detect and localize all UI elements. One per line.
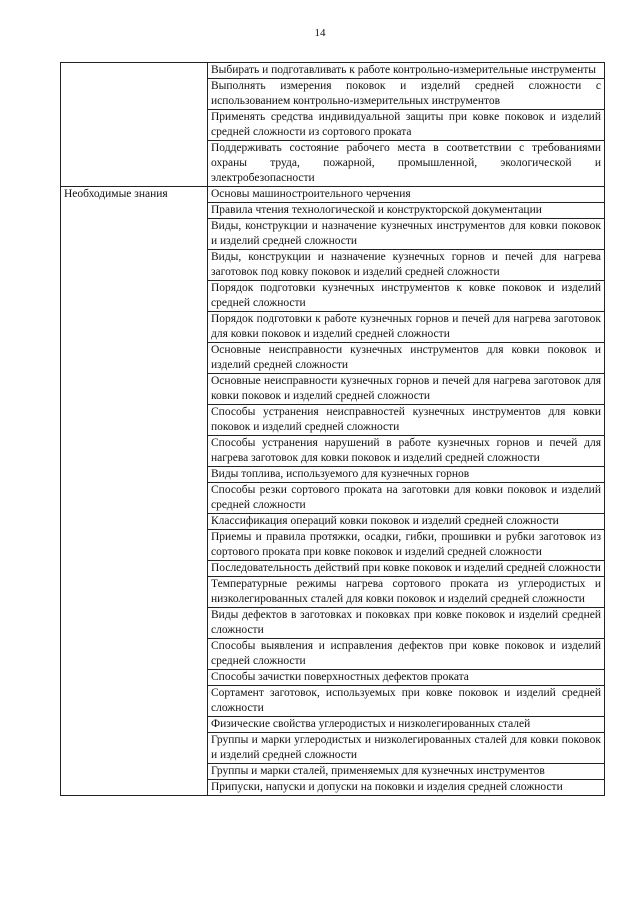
knowledge-row-text: Виды, конструкции и назначение кузнечных инструментов для ковки поковок и изделий средней сложности	[208, 219, 605, 250]
knowledge-row-text: Группы и марки сталей, применяемых для кузнечных инструментов	[208, 764, 605, 780]
skills-row-text: Применять средства индивидуальной защиты при ковке поковок и изделий средней сложности из сортового проката	[208, 110, 605, 141]
knowledge-row-text: Основные неисправности кузнечных инструментов для ковки поковок и изделий средней сложности	[208, 343, 605, 374]
requirements-table-body	[61, 63, 605, 796]
knowledge-row-text: Основные неисправности кузнечных горнов и печей для нагрева заготовок для ковки поковок и изделий средней сложности	[208, 374, 605, 405]
knowledge-row-text: Последовательность действий при ковке поковок и изделий средней сложности	[208, 561, 605, 577]
knowledge-row-text: Способы устранения нарушений в работе кузнечных горнов и печей для нагрева заготовок для ковки поковок и изделий средней сложности	[208, 436, 605, 467]
page-number: 14	[314, 27, 326, 39]
requirements-table	[60, 62, 605, 796]
skills-row-text: Выбирать и подготавливать к работе контрольно-измерительные инструменты	[208, 63, 605, 79]
knowledge-row-text: Способы резки сортового проката на заготовки для ковки поковок и изделий средней сложности	[208, 483, 605, 514]
knowledge-row-text: Порядок подготовки кузнечных инструментов к ковке поковок и изделий средней сложности	[208, 281, 605, 312]
knowledge-row-text: Основы машиностроительного черчения	[208, 187, 605, 203]
knowledge-row-text: Способы выявления и исправления дефектов при ковке поковок и изделий средней сложности	[208, 639, 605, 670]
knowledge-row-text: Правила чтения технологической и конструкторской документации	[208, 203, 605, 219]
knowledge-row-text: Способы устранения неисправностей кузнечных инструментов для ковки поковок и изделий средней сложности	[208, 405, 605, 436]
knowledge-row-text: Сортамент заготовок, используемых при ковке поковок и изделий средней сложности	[208, 686, 605, 717]
skills-row-text: Поддерживать состояние рабочего места в соответствии с требованиями охраны труда, пожарной, промышленной, экологической и электробезопасности	[208, 141, 605, 187]
skills-label-cell	[61, 63, 208, 187]
knowledge-row-text: Группы и марки углеродистых и низколегированных сталей для ковки поковок и изделий средней сложности	[208, 733, 605, 764]
knowledge-row-text: Виды, конструкции и назначение кузнечных горнов и печей для нагрева заготовок под ковку поковок и изделий средней сложности	[208, 250, 605, 281]
knowledge-row-text: Физические свойства углеродистых и низколегированных сталей	[208, 717, 605, 733]
knowledge-row-text: Способы зачистки поверхностных дефектов проката	[208, 670, 605, 686]
knowledge-row-text: Порядок подготовки к работе кузнечных горнов и печей для нагрева заготовок для ковки поковок и изделий средней сложности	[208, 312, 605, 343]
knowledge-row-text: Виды топлива, используемого для кузнечных горнов	[208, 467, 605, 483]
skills-row-text: Выполнять измерения поковок и изделий средней сложности с использованием контрольно-измерительных инструментов	[208, 79, 605, 110]
knowledge-row	[61, 187, 605, 203]
knowledge-row-text: Виды дефектов в заготовках и поковках при ковке поковок и изделий средней сложности	[208, 608, 605, 639]
knowledge-row-text: Приемы и правила протяжки, осадки, гибки, прошивки и рубки заготовок из сортового проката при ковке поковок и изделий средней сложности	[208, 530, 605, 561]
knowledge-row-text: Классификация операций ковки поковок и изделий средней сложности	[208, 514, 605, 530]
knowledge-row-text: Припуски, напуски и допуски на поковки и изделия средней сложности	[208, 780, 605, 796]
knowledge-row-text: Температурные режимы нагрева сортового проката из углеродистых и низколегированных сталей для ковки поковок и изделий средней сложности	[208, 577, 605, 608]
skills-row	[61, 63, 605, 79]
knowledge-label: Необходимые знания	[61, 187, 208, 796]
